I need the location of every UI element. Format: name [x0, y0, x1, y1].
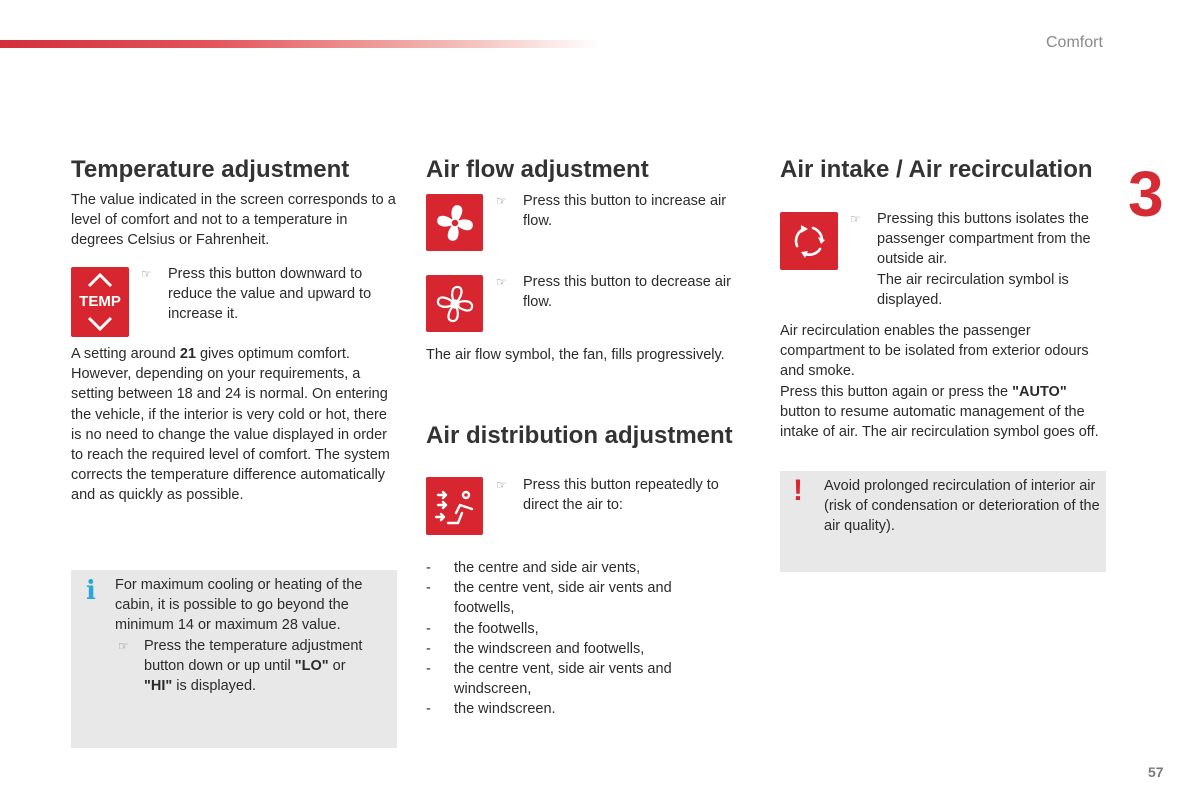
optimum-value: 21 [179, 346, 196, 362]
intake-body2-prefix: Press this button again or press the [780, 383, 1013, 400]
distribution-instruction: Press this button repeatedly to direct the air to: [523, 477, 719, 514]
warning-text: Avoid prolonged recirculation of interior air (risk of condensation or deterioration of the air quality). [824, 478, 1100, 535]
hi-label: "HI" [144, 678, 173, 695]
list-item: - the centre vent, side air vents and windscreen, [426, 659, 726, 699]
list-item: - the windscreen. [426, 699, 726, 719]
pointing-hand-icon: ☞ [118, 639, 129, 653]
pointing-hand-icon: ☞ [496, 275, 507, 289]
intake-instruction-text: Pressing this buttons isolates the passenger compartment from the outside air. [877, 211, 1091, 268]
intake-heading: Air intake / Air recirculation [780, 156, 1093, 183]
section-title: Comfort [1046, 34, 1103, 51]
info-step-prefix: Press the temperature adjustment button down or up until [144, 638, 363, 675]
info-icon: i [86, 576, 96, 606]
temperature-heading: Temperature adjustment [71, 156, 350, 183]
recirculation-button[interactable] [780, 212, 838, 270]
temperature-details: However, depending on your requirements, a setting between 18 and 24 is normal. On entering the vehicle, if the interior is very cold or hot, there is no need to change the value displayed in order to reach the required level of comfort. The system corrects the temperature difference automatically and as quickly as possible. [71, 366, 390, 504]
temp-button[interactable] [71, 267, 129, 337]
info-step [144, 636, 388, 697]
page-number: 57 [1148, 764, 1164, 780]
optimum-suffix: gives optimum comfort. [195, 346, 350, 362]
distribution-options-list [426, 558, 726, 720]
list-item: - the windscreen and footwells, [426, 639, 726, 659]
fan-filled-icon [432, 200, 478, 246]
temp-button-label: TEMP [79, 293, 121, 310]
temperature-intro: The value indicated in the screen corresponds to a level of comfort and not to a temperature in degrees Celsius or Fahrenheit. [71, 192, 396, 249]
auto-label: "AUTO" [1012, 383, 1067, 400]
list-item: - the footwells, [426, 619, 726, 639]
pointing-hand-icon: ☞ [141, 267, 152, 281]
air-distribution-button[interactable] [426, 477, 483, 535]
intake-body2-suffix: button to resume automatic management of the intake of air. The air recirculation symbol goes off. [780, 403, 1099, 441]
distribution-heading: Air distribution adjustment [426, 422, 733, 449]
info-step-or: or [328, 658, 346, 675]
airflow-decrease-text: Press this button to decrease air flow. [523, 274, 731, 311]
pointing-hand-icon: ☞ [850, 212, 861, 226]
fan-outline-icon [432, 281, 478, 327]
info-text: For maximum cooling or heating of the cabin, it is possible to go beyond the minimum 14 or maximum 28 value. [115, 577, 363, 634]
airflow-increase-text: Press this button to increase air flow. [523, 193, 727, 230]
optimum-prefix: A setting around [71, 346, 180, 362]
info-step-suffix: is displayed. [172, 678, 257, 695]
intake-body1: Air recirculation enables the passenger compartment to be isolated from exterior odours and smoke. [780, 323, 1089, 380]
seat-airflow-icon [432, 483, 478, 529]
airflow-decrease-button[interactable] [426, 275, 483, 332]
airflow-note: The air flow symbol, the fan, fills progressively. [426, 347, 725, 363]
airflow-increase-button[interactable] [426, 194, 483, 251]
lo-label: "LO" [294, 658, 329, 675]
exclamation-icon: ! [793, 474, 803, 507]
recirculation-icon [786, 218, 832, 264]
temp-instruction: Press this button downward to reduce the value and upward to increase it. [168, 266, 372, 323]
intake-instruction [877, 209, 1112, 310]
airflow-heading: Air flow adjustment [426, 156, 649, 183]
intake-symbol-note: The air recirculation symbol is displayed. [877, 271, 1069, 308]
list-item: - the centre vent, side air vents and footwells, [426, 578, 726, 618]
header-accent-bar [0, 40, 600, 48]
intake-body [780, 321, 1110, 442]
temperature-body [71, 344, 401, 506]
list-item: - the centre and side air vents, [426, 558, 726, 578]
pointing-hand-icon: ☞ [496, 194, 507, 208]
pointing-hand-icon: ☞ [496, 478, 507, 492]
chapter-number: 3 [1128, 158, 1164, 230]
